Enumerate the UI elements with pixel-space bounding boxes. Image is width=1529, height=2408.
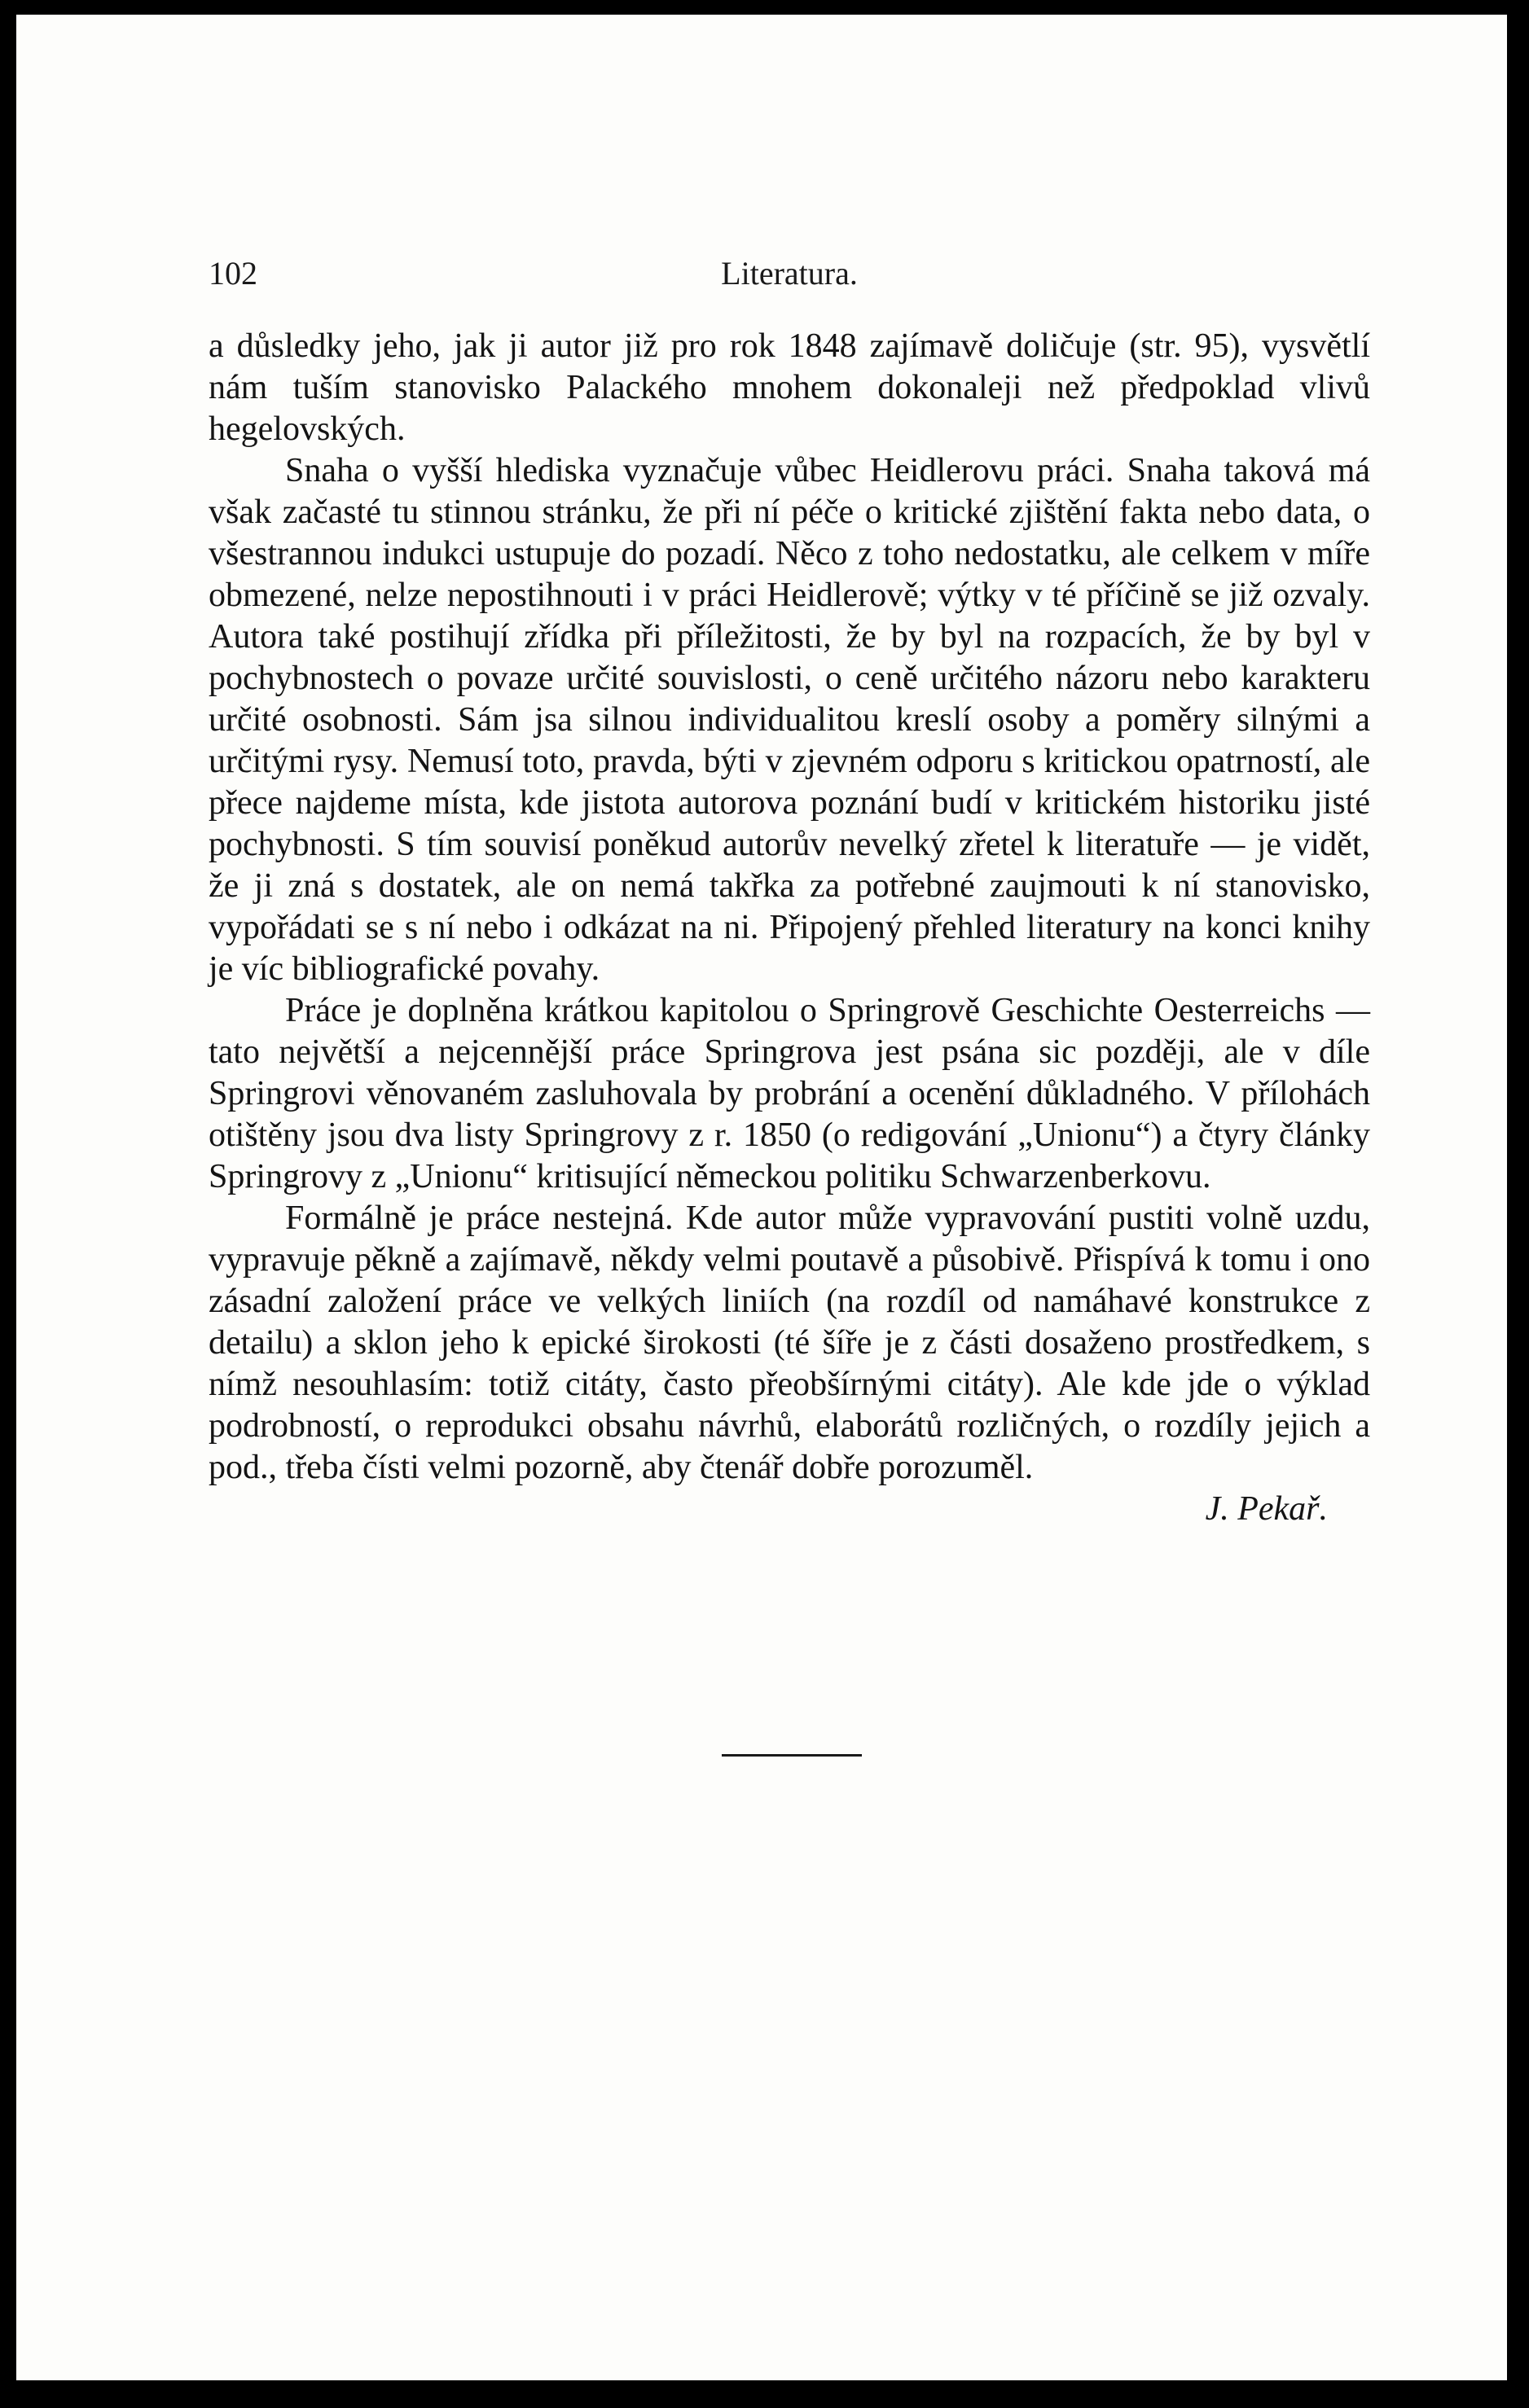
paragraph-continuation: a důsledky jeho, jak ji autor již pro rok 1848 zajímavě doličuje (str. 95), vysvětlí nám tuším stanovisko Palackého mnohem dokonaleji než předpoklad vlivů hegelovských. (209, 327, 1370, 448)
page-header (209, 254, 1370, 300)
paragraph-springer-chapter: Práce je doplněna krátkou kapitolou o Springrově Geschichte Oesterreichs — tato největší a nejcennější práce Springrova jest psána sic později, ale v díle Springrovi věnovaném zasluhovala by probrání a ocenění důkladného. V přílohách otištěny jsou dva listy Springrovy z r. 1850 (o redigování „Unionu“) a čtyry články Springrovy z „Unionu“ kritisující německou politiku Schwarzenberkovu. (209, 992, 1370, 1195)
page-number: 102 (209, 255, 257, 292)
paragraph-heidler-approach: Snaha o vyšší hlediska vyznačuje vůbec Heidlerovu práci. Snaha taková má však začasté tu stinnou stránku, že při ní péče o kritické zjištění fakta nebo data, o všestrannou indukci ustupuje do pozadí. Něco z toho nedostatku, ale celkem v míře obmezené, nelze nepostihnouti i v práci Heidlerově; výtky v té příčině se již ozvaly. Autora také postihují zřídka při příležitosti, že by byl na rozpacích, že by byl v pochybnostech o povaze určité souvislosti, o ceně určitého názoru nebo karakteru určité osobnosti. Sám jsa silnou individualitou kreslí osoby a poměry silnými a určitými rysy. Nemusí toto, pravda, býti v zjevném odporu s kritickou opatrností, ale přece najdeme místa, kde jistota autorova poznání budí v kritickém historiku jisté pochybnosti. S tím souvisí poněkud autorův nevelký zřetel k literatuře — je vidět, že ji zná s dostatek, ale on nemá takřka za potřebné zaujmouti k ní stanovisko, vypořádati se s ní nebo i odkázat na ni. Připojený přehled literatury na konci knihy je víc bibliografické povahy. (209, 452, 1370, 988)
paragraph-form: Formálně je práce nestejná. Kde autor může vypravování pustiti volně uzdu, vypravuje pěkně a zajímavě, někdy velmi poutavě a působivě. Přispívá k tomu i ono zásadní založení práce ve velkých liniích (na rozdíl od namáhavé konstrukce z detailu) a sklon jeho k epické širokosti (té šíře je z části dosaženo prostředkem, s nímž nesouhlasím: totiž citáty, často přeobšírnými citáty). Ale kde jde o výklad podrobností, o reprodukci obsahu návrhů, elaborátů rozličných, o rozdíly jejich a pod., třeba čísti velmi pozorně, aby čtenář dobře porozuměl. (209, 1200, 1370, 1486)
author-signature: J. Pekař. (1205, 1490, 1328, 1528)
section-divider (722, 1754, 862, 1757)
running-title: Literatura. (721, 255, 858, 292)
article-body (209, 326, 1370, 1530)
